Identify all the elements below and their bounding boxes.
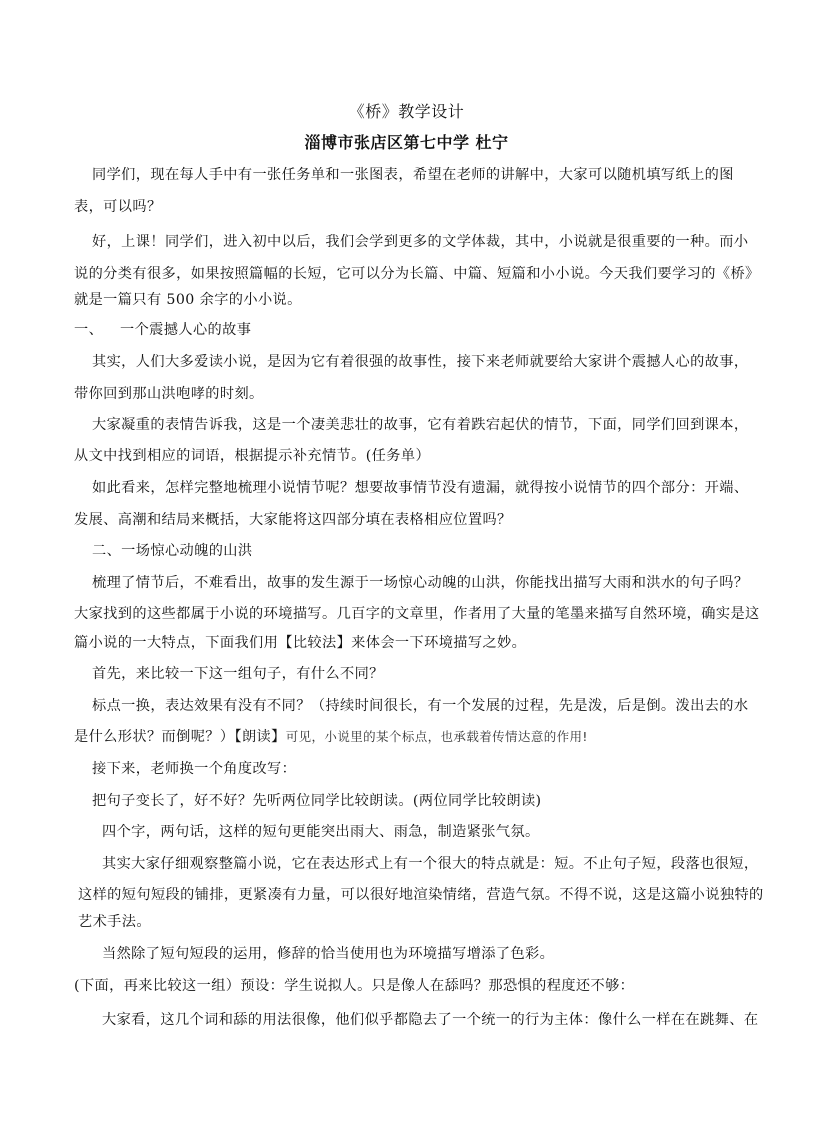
paragraph-line: 大家凝重的表情告诉我，这是一个凄美悲壮的故事，它有着跌宕起伏的情节，下面，同学们回到课本， [92,417,749,433]
paragraph-line: 把句子变长了，好不好？先听两位同学比较朗读。(两位同学比较朗读) [92,793,542,809]
paragraph-line: 四个字，两句话，这样的短句更能突出雨大、雨急，制造紧张气氛。 [102,824,540,840]
paragraph-line: 标点一换，表达效果有没有不同？（持续时间很长，有一个发展的过程，先是泼，后是倒。泼出去的水 [92,698,749,714]
paragraph-line: 梳理了情节后，不难看出，故事的发生源于一场惊心动魄的山洪，你能找出描写大雨和洪水的句子吗？ [92,575,749,591]
paragraph-line: 就是一篇只有 500 余字的小小说。 [74,292,302,308]
paragraph-line: 当然除了短句短段的运用，修辞的恰当使用也为环境描写增添了色彩。 [102,946,555,962]
paragraph-line: 说的分类有很多，如果按照篇幅的长短，它可以分为长篇、中篇、短篇和小小说。今天我们要学习的《桥》 [74,266,760,282]
heading-number: 一、 [74,322,104,338]
page-title: 《桥》教学设计 [348,102,465,121]
paragraph-line: 大家看，这几个词和舔的用法很像，他们似乎都隐去了一个统一的行为主体：像什么一样在在跳舞、在 [102,1012,759,1028]
paragraph-line: 这样的短句短段的铺排，更紧凑有力量，可以很好地渲染情绪，营造气氛。不得不说，这是这篇小说独特的 [78,887,764,903]
paragraph-line: 接下来，老师换一个角度改写： [92,761,297,777]
paragraph-line: 其实，人们大多爱读小说，是因为它有着很强的故事性，接下来老师就要给大家讲个震撼人心的故事， [92,354,749,370]
paragraph-line: 其实大家仔细观察整篇小说，它在表达形式上有一个很大的特点就是：短。不止句子短，段落也很短， [102,856,759,872]
heading-text: 一个震撼人心的故事 [120,322,252,338]
paragraph-line [74,727,742,747]
paragraph-line: 从文中找到相应的词语，根据提示补充情节。(任务单） [74,448,431,464]
section-heading-2: 二、一场惊心动魄的山洪 [92,543,253,559]
paragraph-line: 首先，来比较一下这一组句子，有什么不同？ [92,666,384,682]
paragraph-line: 表，可以吗？ [74,199,162,215]
paragraph-line: 如此看来，怎样完整地梳理小说情节呢？想要故事情节没有遗漏，就得按小说情节的四个部分：开端、 [92,480,749,496]
line-text: 是什么形状？而倒呢？）【朗读】 [74,729,286,745]
paragraph-line: 发展、高潮和结局来概括，大家能将这四部分填在表格相应位置吗？ [74,512,512,528]
paragraph-line: (下面，再来比较这一组）预设：学生说拟人。只是像人在舔吗？那恐惧的程度还不够： [74,978,635,994]
paragraph-line: 艺术手法。 [78,914,151,930]
paragraph-line: 带你回到那山洪咆哮的时刻。 [74,386,264,402]
author-line: 淄博市张店区第七中学 杜宁 [304,133,509,152]
paragraph-line: 篇小说的一大特点，下面我们用【比较法】来体会一下环境描写之妙。 [74,635,527,651]
section-heading-1 [74,320,742,340]
paragraph-line: 好，上课！同学们，进入初中以后，我们会学到更多的文学体裁，其中，小说就是很重要的一种。而小 [92,234,749,250]
reading-note: 可见，小说里的某个标点，也承载着传情达意的作用! [285,729,588,744]
paragraph-line: 同学们，现在每人手中有一张任务单和一张图表，希望在老师的讲解中，大家可以随机填写纸上的图 [92,167,734,183]
paragraph-line: 大家找到的这些都属于小说的环境描写。几百字的文章里，作者用了大量的笔墨来描写自然环境，确实是这 [74,606,760,622]
